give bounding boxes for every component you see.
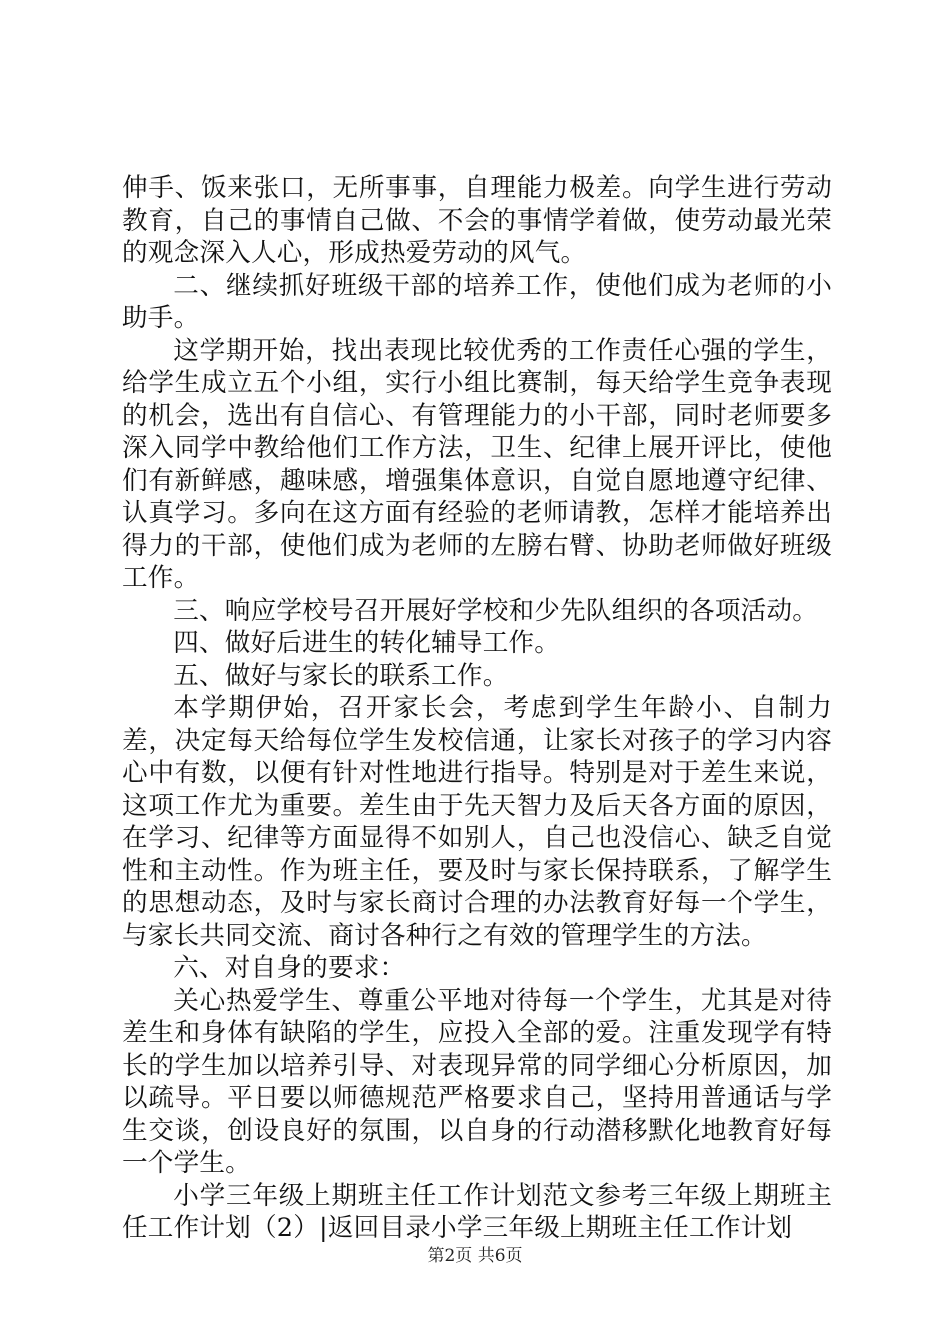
paragraph: 本学期伊始，召开家长会，考虑到学生年龄小、自制力差，决定每天给每位学生发校信通，让家长对孩子的学习内容心中有数，以便有针对性地进行指导。特别是对于差生来说，这项工作尤为重要。差生由于先天智力及后天各方面的原因，在学习、纪律等方面显得不如别人，自己也没信心、缺乏自觉性和主动性。作为班主任，要及时与家长保持联系，了解学生的思想动态，及时与家长商讨合理的办法教育好每一个学生，与家长共同交流、商讨各种行之有效的管理学生的方法。: [122, 693, 832, 951]
section-heading-4: 四、做好后进生的转化辅导工作。: [173, 628, 561, 658]
document-body: [122, 172, 832, 1245]
section-heading-2: 二、继续抓好班级干部的培养工作，使他们成为老师的小助手。: [122, 270, 832, 333]
section-heading-6: 六、对自身的要求：: [173, 953, 406, 983]
related-links-text: 小学三年级上期班主任工作计划范文参考三年级上期班主任工作计划（2）|返回目录小学三年级上期班主任工作计划: [122, 1180, 832, 1243]
paragraph: 关心热爱学生、尊重公平地对待每一个学生，尤其是对待差生和身体有缺陷的学生，应投入全部的爱。注重发现学有特长的学生加以培养引导、对表现异常的同学细心分析原因，加以疏导。平日要以师德规范严格要求自己，坚持用普通话与学生交谈，创设良好的氛围，以自身的行动潜移默化地教育好每一个学生。: [122, 985, 832, 1178]
page-number: 第2页 共6页: [427, 1246, 523, 1266]
paragraph-continuation: 伸手、饭来张口，无所事事，自理能力极差。向学生进行劳动教育，自己的事情自己做、不会的事情学着做，使劳动最光荣的观念深入人心，形成热爱劳动的风气。: [122, 173, 832, 268]
section-heading-3: 三、响应学校号召开展好学校和少先队组织的各项活动。: [173, 595, 819, 626]
section-heading-5: 五、做好与家长的联系工作。: [173, 660, 509, 691]
paragraph: 这学期开始，找出表现比较优秀的工作责任心强的学生，给学生成立五个小组，实行小组比赛制，每天给学生竞争表现的机会，选出有自信心、有管理能力的小干部，同时老师要多深入同学中教给他们工作方法，卫生、纪律上展开评比，使他们有新鲜感，趣味感，增强集体意识，自觉自愿地遵守纪律、认真学习。多向在这方面有经验的老师请教，怎样才能培养出得力的干部，使他们成为老师的左膀右臂、协助老师做好班级工作。: [122, 335, 832, 593]
